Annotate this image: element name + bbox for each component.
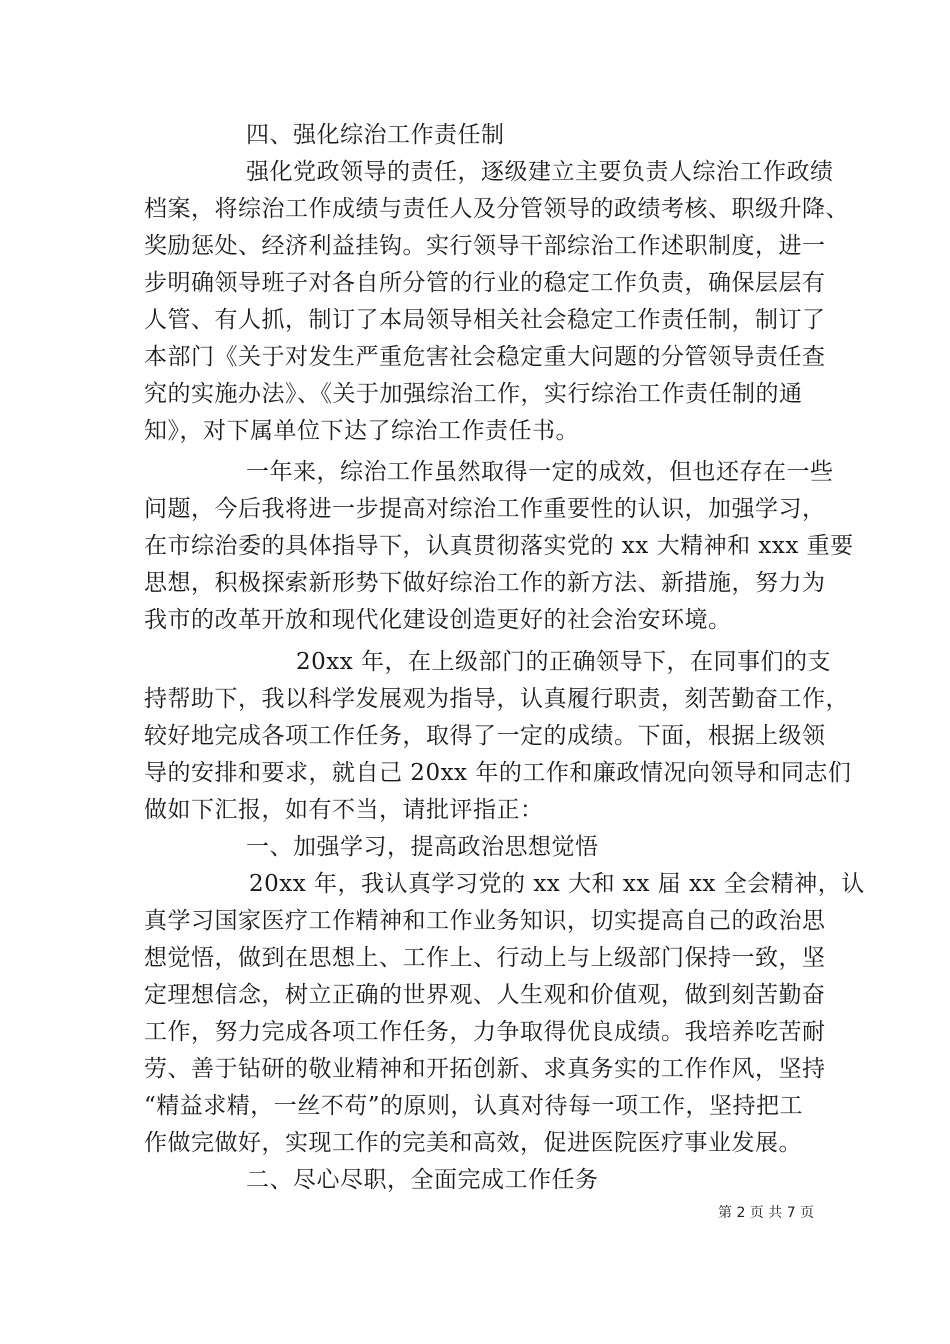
paragraph-line: 人管、有人抓，制订了本局领导相关社会稳定工作责任制，制订了 (144, 307, 826, 333)
page-number-footer: 第 2 页 共 7 页 (718, 1205, 815, 1221)
paragraph-line: 步明确领导班子对各自所分管的行业的稳定工作负责，确保层层有 (144, 270, 826, 296)
paragraph-line: 究的实施办法》、《关于加强综治工作，实行综治工作责任制的通 (144, 381, 803, 407)
paragraph-line: 一年来，综治工作虽然取得一定的成效，但也还存在一些 (246, 459, 834, 485)
paragraph-line: 档案，将综治工作成绩与责任人及分管领导的政绩考核、职级升降、 (144, 196, 849, 222)
paragraph-line: 真学习国家医疗工作精神和工作业务知识，切实提高自己的政治思 (144, 908, 826, 934)
paragraph-line: 导的安排和要求，就自己 20xx 年的工作和廉政情况向领导和同志们 (144, 760, 852, 786)
paragraph-line: 奖励惩处、经济利益挂钩。实行领导干部综治工作述职制度，进一 (144, 233, 826, 259)
paragraph-line: 工作，努力完成各项工作任务，力争取得优良成绩。我培养吃苦耐 (144, 1019, 826, 1045)
paragraph-line: 知》，对下属单位下达了综治工作责任书。 (144, 418, 579, 444)
paragraph-line: 强化党政领导的责任，逐级建立主要负责人综治工作政绩 (246, 159, 834, 185)
paragraph-line: 做如下汇报，如有不当，请批评指正： (144, 797, 544, 823)
paragraph-line: 在市综治委的具体指导下，认真贯彻落实党的 xx 大精神和 xxx 重要 (144, 533, 854, 559)
paragraph-line: “精益求精，一丝不苟”的原则，认真对待每一项工作，坚持把工 (144, 1093, 804, 1119)
paragraph-line: 本部门《关于对发生严重危害社会稳定重大问题的分管领导责任查 (144, 344, 826, 370)
paragraph-line: 较好地完成各项工作任务，取得了一定的成绩。下面，根据上级领 (144, 723, 826, 749)
paragraph-line: 20xx 年，在上级部门的正确领导下，在同事们的支 (296, 649, 832, 675)
section-heading-4: 四、强化综治工作责任制 (246, 122, 505, 148)
paragraph-line: 我市的改革开放和现代化建设创造更好的社会治安环境。 (144, 607, 732, 633)
section-heading-2: 二、尽心尽职，全面完成工作任务 (246, 1167, 599, 1193)
paragraph-line: 定理想信念，树立正确的世界观、人生观和价值观，做到刻苦勤奋 (144, 982, 826, 1008)
paragraph-line: 持帮助下，我以科学发展观为指导，认真履行职责，刻苦勤奋工作， (144, 686, 849, 712)
paragraph-line: 作做完做好，实现工作的完美和高效，促进医院医疗事业发展。 (144, 1130, 802, 1156)
paragraph-line: 20xx 年，我认真学习党的 xx 大和 xx 届 xx 全会精神，认 (249, 871, 865, 897)
paragraph-line: 劳、善于钻研的敬业精神和开拓创新、求真务实的工作作风，坚持 (144, 1056, 826, 1082)
section-heading-1: 一、加强学习，提高政治思想觉悟 (246, 834, 599, 860)
paragraph-line: 问题，今后我将进一步提高对综治工作重要性的认识，加强学习， (144, 496, 826, 522)
paragraph-line: 想觉悟，做到在思想上、工作上、行动上与上级部门保持一致，坚 (144, 945, 826, 971)
paragraph-line: 思想，积极探索新形势下做好综治工作的新方法、新措施，努力为 (144, 570, 826, 596)
